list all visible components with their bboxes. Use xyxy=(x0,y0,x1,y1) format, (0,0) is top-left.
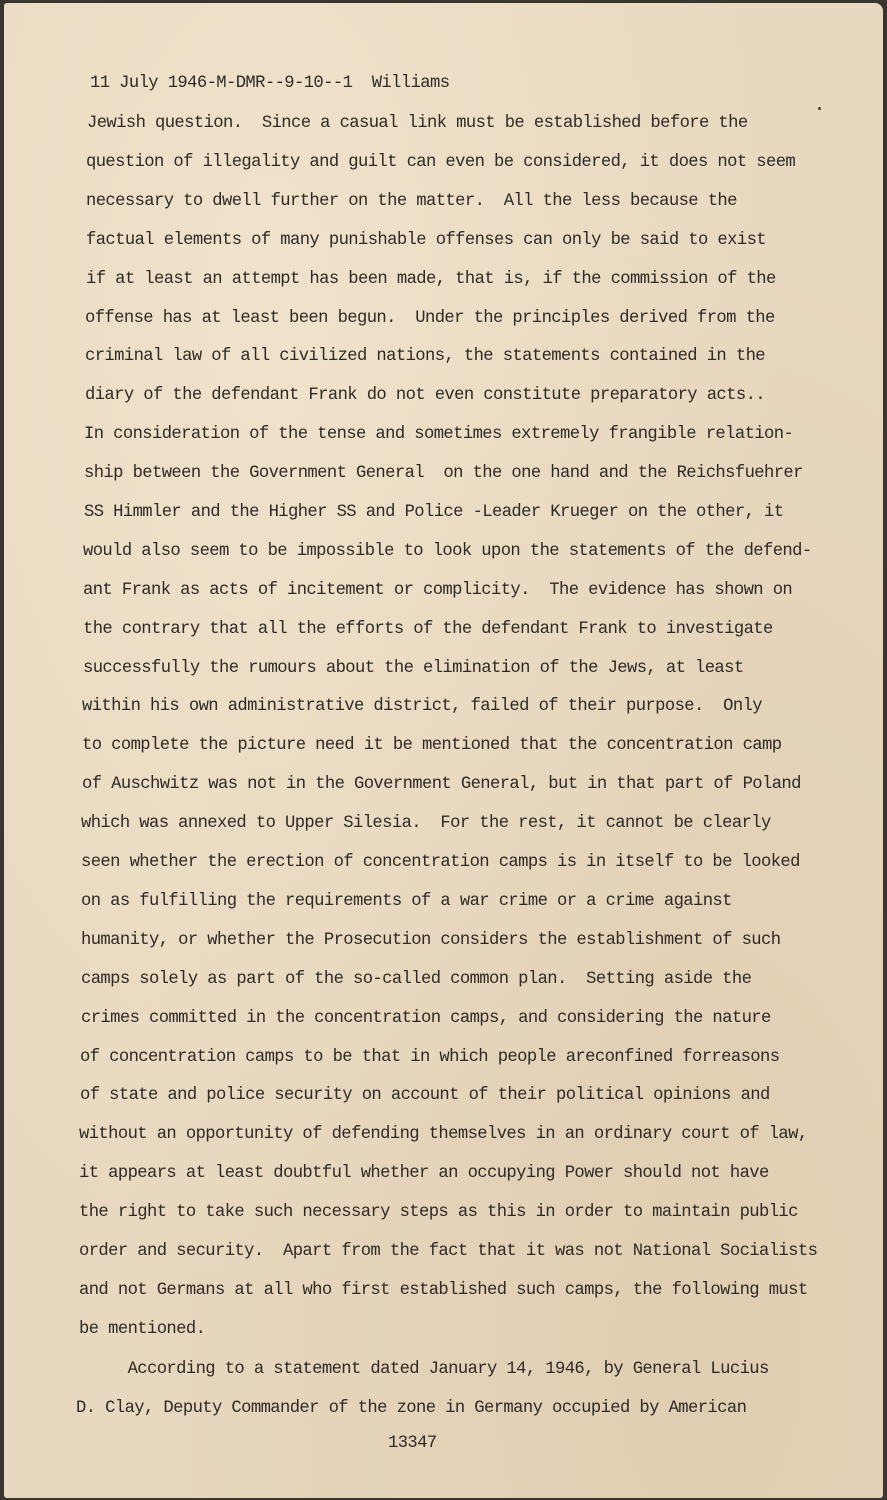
body-line: which was annexed to Upper Silesia. For the rest, it cannot be clearly xyxy=(81,814,771,833)
page-header: 11 July 1946-M-DMR--9-10--1 Williams xyxy=(90,74,450,93)
body-line: SS Himmler and the Higher SS and Police -Leader Krueger on the other, it xyxy=(84,503,784,522)
body-line: of state and police security on account of their political opinions and xyxy=(80,1086,770,1105)
body-line: if at least an attempt has been made, that is, if the commission of the xyxy=(86,270,776,289)
body-line: of Auschwitz was not in the Government General, but in that part of Poland xyxy=(82,775,801,794)
body-line: and not Germans at all who first established such camps, the following must xyxy=(79,1281,808,1300)
body-line: the contrary that all the efforts of the defendant Frank to investigate xyxy=(83,620,773,639)
body-line: ant Frank as acts of incitement or complicity. The evidence has shown on xyxy=(83,581,793,600)
body-line: without an opportunity of defending themselves in an ordinary court of law, xyxy=(79,1125,808,1144)
body-line: D. Clay, Deputy Commander of the zone in Germany occupied by American xyxy=(76,1399,747,1418)
body-line: be mentioned. xyxy=(79,1320,206,1339)
body-line: offense has at least been begun. Under the principles derived from the xyxy=(85,309,775,328)
body-line: question of illegality and guilt can even be considered, it does not seem xyxy=(86,153,796,172)
body-line: the right to take such necessary steps as this in order to maintain public xyxy=(79,1203,798,1222)
body-line: According to a statement dated January 14, 1946, by General Lucius xyxy=(79,1360,769,1379)
body-line: on as fulfilling the requirements of a war crime or a crime against xyxy=(81,892,732,911)
body-line: successfully the rumours about the elimination of the Jews, at least xyxy=(83,659,744,678)
body-line: within his own administrative district, failed of their purpose. Only xyxy=(82,697,762,716)
body-line: it appears at least doubtful whether an occupying Power should not have xyxy=(79,1164,769,1183)
body-line: In consideration of the tense and sometimes extremely frangible relation- xyxy=(84,425,794,444)
document-page xyxy=(4,3,883,1498)
body-line: necessary to dwell further on the matter. All the less because the xyxy=(86,192,737,211)
ink-speck xyxy=(818,107,821,110)
body-line: would also seem to be impossible to look upon the statements of the defend- xyxy=(83,542,812,561)
body-line: Jewish question. Since a casual link must be established before the xyxy=(87,114,748,133)
body-line: humanity, or whether the Prosecution considers the establishment of such xyxy=(81,931,781,950)
body-line: order and security. Apart from the fact that it was not National Socialists xyxy=(79,1242,818,1261)
page-number: 13347 xyxy=(388,1434,437,1453)
body-line: camps solely as part of the so-called common plan. Setting aside the xyxy=(81,970,752,989)
body-line: criminal law of all civilized nations, the statements contained in the xyxy=(85,347,765,366)
body-line: diary of the defendant Frank do not even constitute preparatory acts.. xyxy=(85,386,765,405)
body-line: factual elements of many punishable offenses can only be said to exist xyxy=(86,231,766,250)
body-line: seen whether the erection of concentration camps is in itself to be looked xyxy=(81,853,800,872)
body-line: crimes committed in the concentration camps, and considering the nature xyxy=(81,1009,771,1028)
body-line: of concentration camps to be that in which people areconfined forreasons xyxy=(80,1048,780,1067)
body-line: to complete the picture need it be mentioned that the concentration camp xyxy=(82,736,782,755)
body-line: ship between the Government General on the one hand and the Reichsfuehrer xyxy=(84,464,803,483)
